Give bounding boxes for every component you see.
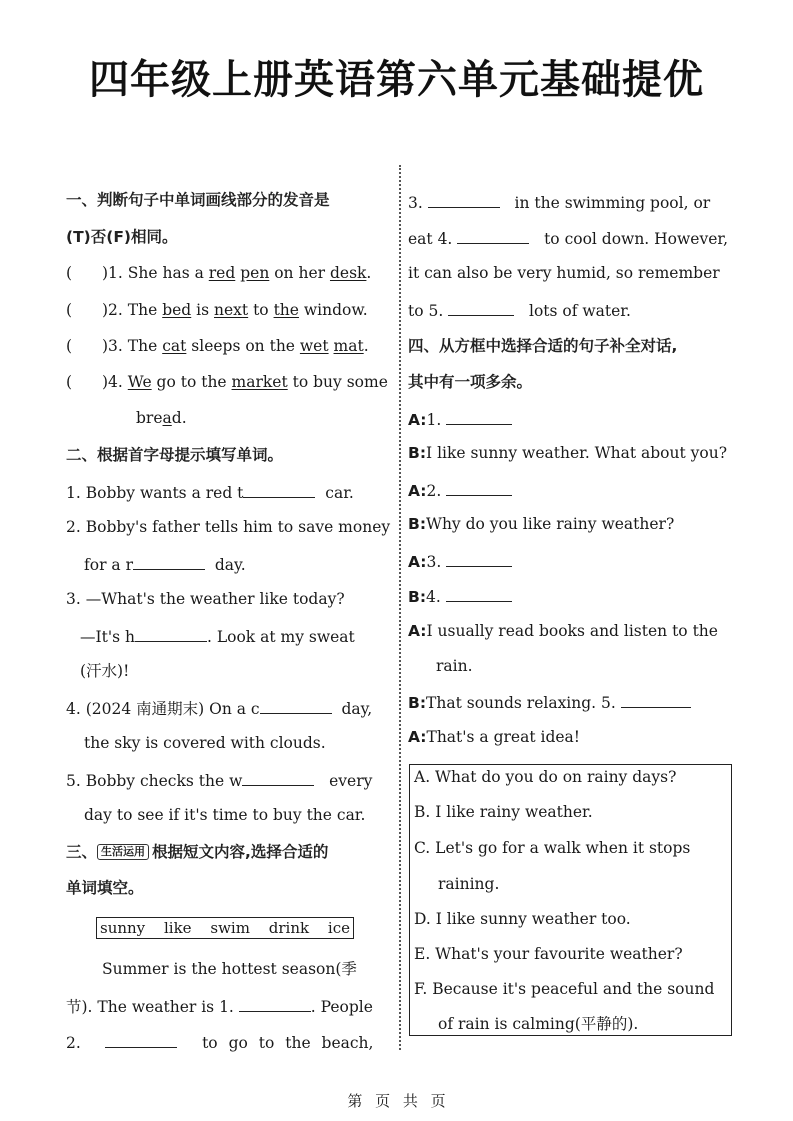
judge-item-3: ( )3. The cat sleeps on the wet mat. <box>66 337 369 355</box>
section1-heading: 一、判断句子中单词画线部分的发音是 <box>66 191 330 209</box>
option-c: C. Let's go for a walk when it stops <box>414 839 691 857</box>
word-bank-word: like <box>163 919 192 937</box>
fill-item-1: 1. Bobby wants a red t car. <box>66 481 354 503</box>
dialog-line-9: A:That's a great idea! <box>408 728 581 746</box>
fill-item-3: 3. —What's the weather like today? <box>66 590 345 608</box>
option-b: B. I like rainy weather. <box>414 803 593 821</box>
dialog-line-5: A:3. <box>408 550 512 572</box>
section1-heading-cont: (T)否(F)相同。 <box>66 228 178 246</box>
options-box <box>409 764 732 1036</box>
word-bank-word: swim <box>210 919 250 937</box>
answer-blank[interactable] <box>428 191 500 208</box>
answer-blank[interactable] <box>135 625 207 642</box>
section3-heading: 三、 生活运用 根据短文内容,选择合适的 <box>66 843 329 861</box>
life-use-tag: 生活运用 <box>97 844 149 860</box>
word-bank-word: sunny <box>100 919 146 937</box>
judge-item-4-cont: bread. <box>136 409 187 427</box>
fill-item-5-cont: day to see if it's time to buy the car. <box>84 806 366 824</box>
answer-paren[interactable]: ( <box>66 337 73 355</box>
answer-blank[interactable] <box>457 227 529 244</box>
answer-blank[interactable] <box>242 769 314 786</box>
answer-paren[interactable]: ( <box>66 301 73 319</box>
judge-item-4: ( )4. We go to the market to buy some <box>66 373 388 391</box>
answer-blank[interactable] <box>446 550 512 567</box>
fill-item-2-cont: for a r day. <box>84 553 246 575</box>
answer-blank[interactable] <box>446 585 512 602</box>
word-bank-word: drink <box>268 919 310 937</box>
dialog-line-3: A:2. <box>408 479 512 501</box>
answer-blank[interactable] <box>243 481 315 498</box>
dialog-line-7-cont: rain. <box>436 657 473 675</box>
word-bank-word: ice <box>327 919 350 937</box>
fill-item-4: 4. (2024 南通期末) On a c day, <box>66 697 372 719</box>
answer-blank[interactable] <box>446 479 512 496</box>
answer-blank[interactable] <box>446 408 512 425</box>
passage-line-7: to 5. lots of water. <box>408 299 631 321</box>
passage-line-3: 2. to go to the beach, <box>66 1031 373 1053</box>
column-divider <box>399 165 401 1050</box>
section2-heading: 二、根据首字母提示填写单词。 <box>66 446 284 464</box>
dialog-line-8: B:That sounds relaxing. 5. <box>408 691 691 713</box>
answer-blank[interactable] <box>133 553 205 570</box>
section4-heading-cont: 其中有一项多余。 <box>408 373 533 391</box>
option-f-cont: of rain is calming(平静的). <box>438 1015 639 1033</box>
judge-item-2: ( )2. The bed is next to the window. <box>66 301 368 319</box>
passage-line-1: Summer is the hottest season(季 <box>102 960 357 978</box>
answer-paren[interactable]: ( <box>66 373 73 391</box>
fill-item-5: 5. Bobby checks the w every <box>66 769 372 791</box>
dialog-line-7: A:I usually read books and listen to the <box>408 622 718 640</box>
word-bank-box <box>96 917 354 939</box>
passage-line-5: eat 4. to cool down. However, <box>408 227 728 249</box>
option-d: D. I like sunny weather too. <box>414 910 631 928</box>
option-e: E. What's your favourite weather? <box>414 945 683 963</box>
dialog-line-1: A:1. <box>408 408 512 430</box>
fill-item-4-cont: the sky is covered with clouds. <box>84 734 326 752</box>
option-c-cont: raining. <box>438 875 500 893</box>
passage-line-4: 3. in the swimming pool, or <box>408 191 710 213</box>
judge-item-1: ( )1. She has a red pen on her desk. <box>66 264 372 282</box>
dialog-line-6: B:4. <box>408 585 512 607</box>
answer-blank[interactable] <box>239 995 311 1012</box>
answer-blank[interactable] <box>260 697 332 714</box>
page-footer: 第 页 共 页 <box>347 1092 446 1110</box>
passage-line-6: it can also be very humid, so remember <box>408 264 720 282</box>
answer-paren[interactable]: ( <box>66 264 73 282</box>
fill-item-3-reply: —It's h . Look at my sweat <box>80 625 355 647</box>
fill-item-3-cont: (汗水)! <box>80 662 130 680</box>
section3-heading-cont: 单词填空。 <box>66 879 144 897</box>
answer-blank[interactable] <box>105 1031 177 1048</box>
fill-item-2: 2. Bobby's father tells him to save money <box>66 518 391 536</box>
answer-blank[interactable] <box>448 299 514 316</box>
dialog-line-4: B:Why do you like rainy weather? <box>408 515 675 533</box>
page-title: 四年级上册英语第六单元基础提优 <box>89 57 704 103</box>
answer-blank[interactable] <box>621 691 691 708</box>
dialog-line-2: B:I like sunny weather. What about you? <box>408 444 728 462</box>
passage-line-2: 节). The weather is 1. . People <box>66 995 373 1017</box>
option-f: F. Because it's peaceful and the sound <box>414 980 715 998</box>
section4-heading: 四、从方框中选择合适的句子补全对话, <box>408 337 678 355</box>
option-a: A. What do you do on rainy days? <box>414 768 677 786</box>
